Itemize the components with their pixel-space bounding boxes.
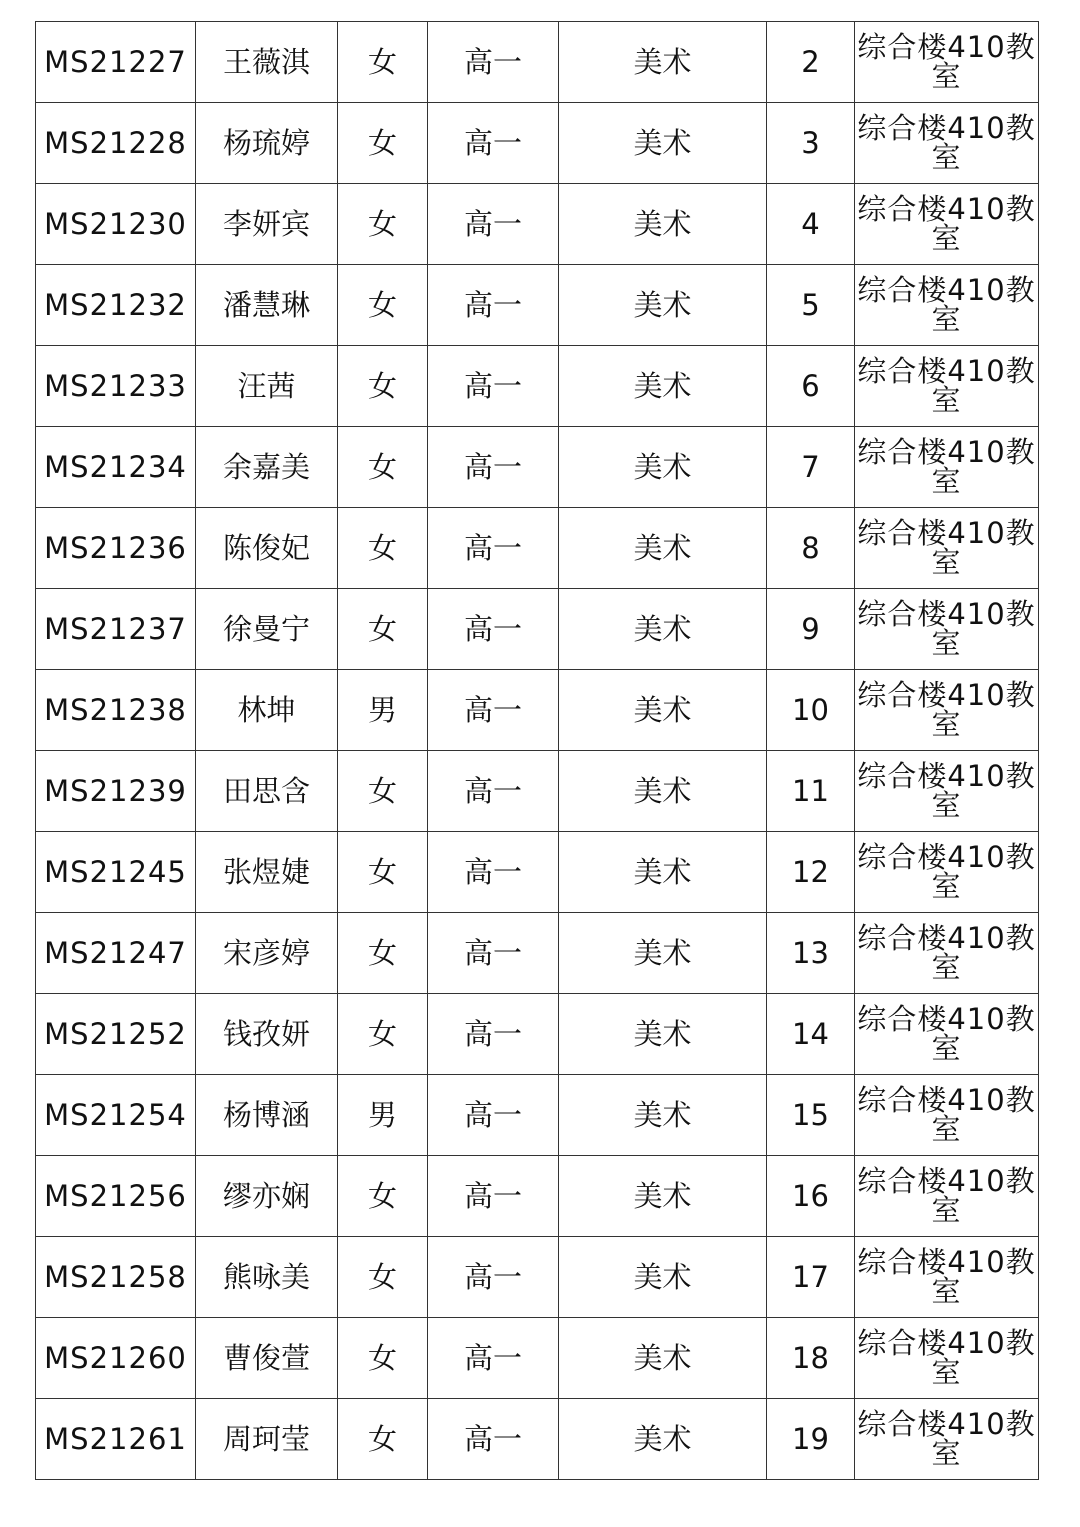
gender-cell: 男 (338, 670, 428, 751)
exam-room-cell (855, 184, 1039, 265)
seat-number-cell: 12 (767, 832, 855, 913)
roster-table (35, 21, 1039, 1480)
roster-sheet (35, 21, 1039, 1480)
table-row (36, 994, 1039, 1075)
seat-number-cell: 6 (767, 346, 855, 427)
exam-room-text: 室 (931, 221, 962, 255)
roster-body (36, 22, 1039, 1480)
student-name-cell: 徐曼宁 (196, 589, 338, 670)
student-name-cell: 缪亦娴 (196, 1156, 338, 1237)
subject-cell: 美术 (559, 184, 767, 265)
student-name-cell: 钱孜妍 (196, 994, 338, 1075)
exam-room-text: 综合楼410教 (857, 921, 1036, 955)
exam-room-cell (855, 1156, 1039, 1237)
subject-cell: 美术 (559, 994, 767, 1075)
subject-cell: 美术 (559, 832, 767, 913)
student-name-cell: 王薇淇 (196, 22, 338, 103)
grade-cell: 高一 (428, 184, 559, 265)
exam-id-cell: MS21252 (36, 994, 196, 1075)
exam-room-cell (855, 832, 1039, 913)
grade-cell: 高一 (428, 1156, 559, 1237)
exam-id-cell: MS21228 (36, 103, 196, 184)
exam-room-text: 室 (931, 140, 962, 174)
exam-room-text: 综合楼410教 (857, 192, 1036, 226)
subject-cell: 美术 (559, 1399, 767, 1480)
table-row (36, 1399, 1039, 1480)
exam-room-cell (855, 1399, 1039, 1480)
exam-room-text: 综合楼410教 (857, 1083, 1036, 1117)
student-name-cell: 陈俊妃 (196, 508, 338, 589)
seat-number-cell: 11 (767, 751, 855, 832)
exam-room-cell (855, 751, 1039, 832)
seat-number-cell: 13 (767, 913, 855, 994)
exam-room-text: 综合楼410教 (857, 1326, 1036, 1360)
exam-room-text: 室 (931, 383, 962, 417)
student-name-cell: 曹俊萱 (196, 1318, 338, 1399)
exam-room-text: 综合楼410教 (857, 1407, 1036, 1441)
exam-room-cell (855, 427, 1039, 508)
seat-number-cell: 7 (767, 427, 855, 508)
exam-room-cell (855, 103, 1039, 184)
subject-cell: 美术 (559, 589, 767, 670)
student-name-cell: 汪茜 (196, 346, 338, 427)
table-row (36, 184, 1039, 265)
exam-room-text: 室 (931, 464, 962, 498)
exam-room-cell (855, 508, 1039, 589)
gender-cell: 女 (338, 994, 428, 1075)
seat-number-cell: 5 (767, 265, 855, 346)
table-row (36, 1237, 1039, 1318)
table-row (36, 22, 1039, 103)
exam-room-cell (855, 346, 1039, 427)
exam-room-text: 室 (931, 302, 962, 336)
exam-room-cell (855, 1075, 1039, 1156)
exam-room-text: 综合楼410教 (857, 111, 1036, 145)
student-name-cell: 宋彦婷 (196, 913, 338, 994)
student-name-cell: 潘慧琳 (196, 265, 338, 346)
subject-cell: 美术 (559, 1237, 767, 1318)
exam-room-text: 综合楼410教 (857, 435, 1036, 469)
gender-cell: 女 (338, 832, 428, 913)
exam-room-cell (855, 913, 1039, 994)
table-row (36, 508, 1039, 589)
grade-cell: 高一 (428, 346, 559, 427)
exam-id-cell: MS21261 (36, 1399, 196, 1480)
exam-id-cell: MS21247 (36, 913, 196, 994)
seat-number-cell: 4 (767, 184, 855, 265)
exam-room-text: 综合楼410教 (857, 840, 1036, 874)
student-name-cell: 杨琉婷 (196, 103, 338, 184)
table-row (36, 913, 1039, 994)
grade-cell: 高一 (428, 589, 559, 670)
exam-room-cell (855, 22, 1039, 103)
table-row (36, 1075, 1039, 1156)
exam-id-cell: MS21234 (36, 427, 196, 508)
exam-id-cell: MS21237 (36, 589, 196, 670)
seat-number-cell: 15 (767, 1075, 855, 1156)
exam-room-text: 室 (931, 1031, 962, 1065)
exam-room-text: 综合楼410教 (857, 1002, 1036, 1036)
exam-id-cell: MS21245 (36, 832, 196, 913)
exam-id-cell: MS21238 (36, 670, 196, 751)
exam-id-cell: MS21239 (36, 751, 196, 832)
subject-cell: 美术 (559, 346, 767, 427)
table-row (36, 832, 1039, 913)
subject-cell: 美术 (559, 1156, 767, 1237)
gender-cell: 男 (338, 1075, 428, 1156)
exam-id-cell: MS21254 (36, 1075, 196, 1156)
student-name-cell: 熊咏美 (196, 1237, 338, 1318)
exam-room-text: 综合楼410教 (857, 678, 1036, 712)
table-row (36, 1318, 1039, 1399)
grade-cell: 高一 (428, 22, 559, 103)
student-name-cell: 田思含 (196, 751, 338, 832)
exam-room-cell (855, 670, 1039, 751)
grade-cell: 高一 (428, 1075, 559, 1156)
table-row (36, 346, 1039, 427)
grade-cell: 高一 (428, 1237, 559, 1318)
subject-cell: 美术 (559, 751, 767, 832)
seat-number-cell: 10 (767, 670, 855, 751)
exam-room-text: 室 (931, 1436, 962, 1470)
table-row (36, 1156, 1039, 1237)
student-name-cell: 林坤 (196, 670, 338, 751)
exam-room-cell (855, 265, 1039, 346)
grade-cell: 高一 (428, 1399, 559, 1480)
student-name-cell: 周珂莹 (196, 1399, 338, 1480)
grade-cell: 高一 (428, 994, 559, 1075)
subject-cell: 美术 (559, 913, 767, 994)
gender-cell: 女 (338, 1399, 428, 1480)
exam-room-text: 室 (931, 788, 962, 822)
exam-id-cell: MS21256 (36, 1156, 196, 1237)
subject-cell: 美术 (559, 1075, 767, 1156)
exam-room-text: 室 (931, 545, 962, 579)
table-row (36, 103, 1039, 184)
gender-cell: 女 (338, 265, 428, 346)
gender-cell: 女 (338, 1318, 428, 1399)
exam-room-text: 室 (931, 1355, 962, 1389)
exam-room-cell (855, 994, 1039, 1075)
gender-cell: 女 (338, 589, 428, 670)
student-name-cell: 杨博涵 (196, 1075, 338, 1156)
seat-number-cell: 14 (767, 994, 855, 1075)
exam-room-text: 综合楼410教 (857, 759, 1036, 793)
grade-cell: 高一 (428, 265, 559, 346)
exam-room-text: 综合楼410教 (857, 273, 1036, 307)
exam-id-cell: MS21227 (36, 22, 196, 103)
exam-room-text: 室 (931, 869, 962, 903)
student-name-cell: 余嘉美 (196, 427, 338, 508)
exam-room-cell (855, 589, 1039, 670)
gender-cell: 女 (338, 22, 428, 103)
subject-cell: 美术 (559, 508, 767, 589)
exam-room-text: 综合楼410教 (857, 516, 1036, 550)
exam-room-text: 综合楼410教 (857, 354, 1036, 388)
seat-number-cell: 9 (767, 589, 855, 670)
table-row (36, 751, 1039, 832)
table-row (36, 265, 1039, 346)
grade-cell: 高一 (428, 427, 559, 508)
gender-cell: 女 (338, 751, 428, 832)
gender-cell: 女 (338, 427, 428, 508)
exam-id-cell: MS21258 (36, 1237, 196, 1318)
seat-number-cell: 3 (767, 103, 855, 184)
grade-cell: 高一 (428, 670, 559, 751)
exam-room-text: 室 (931, 707, 962, 741)
subject-cell: 美术 (559, 103, 767, 184)
grade-cell: 高一 (428, 103, 559, 184)
exam-room-cell (855, 1237, 1039, 1318)
grade-cell: 高一 (428, 1318, 559, 1399)
student-name-cell: 张煜婕 (196, 832, 338, 913)
exam-room-text: 综合楼410教 (857, 1245, 1036, 1279)
exam-room-text: 室 (931, 1112, 962, 1146)
grade-cell: 高一 (428, 751, 559, 832)
exam-id-cell: MS21232 (36, 265, 196, 346)
seat-number-cell: 17 (767, 1237, 855, 1318)
student-name-cell: 李妍宾 (196, 184, 338, 265)
grade-cell: 高一 (428, 913, 559, 994)
exam-room-text: 室 (931, 950, 962, 984)
gender-cell: 女 (338, 1237, 428, 1318)
gender-cell: 女 (338, 913, 428, 994)
table-row (36, 427, 1039, 508)
exam-id-cell: MS21233 (36, 346, 196, 427)
seat-number-cell: 8 (767, 508, 855, 589)
exam-room-text: 综合楼410教 (857, 597, 1036, 631)
exam-room-text: 综合楼410教 (857, 1164, 1036, 1198)
exam-id-cell: MS21260 (36, 1318, 196, 1399)
gender-cell: 女 (338, 346, 428, 427)
exam-room-text: 室 (931, 1193, 962, 1227)
exam-room-text: 室 (931, 626, 962, 660)
gender-cell: 女 (338, 1156, 428, 1237)
seat-number-cell: 16 (767, 1156, 855, 1237)
subject-cell: 美术 (559, 1318, 767, 1399)
exam-room-text: 室 (931, 59, 962, 93)
table-row (36, 589, 1039, 670)
grade-cell: 高一 (428, 508, 559, 589)
grade-cell: 高一 (428, 832, 559, 913)
exam-id-cell: MS21236 (36, 508, 196, 589)
seat-number-cell: 2 (767, 22, 855, 103)
gender-cell: 女 (338, 184, 428, 265)
seat-number-cell: 19 (767, 1399, 855, 1480)
exam-room-cell (855, 1318, 1039, 1399)
exam-room-text: 室 (931, 1274, 962, 1308)
table-row (36, 670, 1039, 751)
gender-cell: 女 (338, 103, 428, 184)
subject-cell: 美术 (559, 670, 767, 751)
subject-cell: 美术 (559, 265, 767, 346)
subject-cell: 美术 (559, 22, 767, 103)
exam-room-text: 综合楼410教 (857, 30, 1036, 64)
gender-cell: 女 (338, 508, 428, 589)
exam-id-cell: MS21230 (36, 184, 196, 265)
subject-cell: 美术 (559, 427, 767, 508)
seat-number-cell: 18 (767, 1318, 855, 1399)
